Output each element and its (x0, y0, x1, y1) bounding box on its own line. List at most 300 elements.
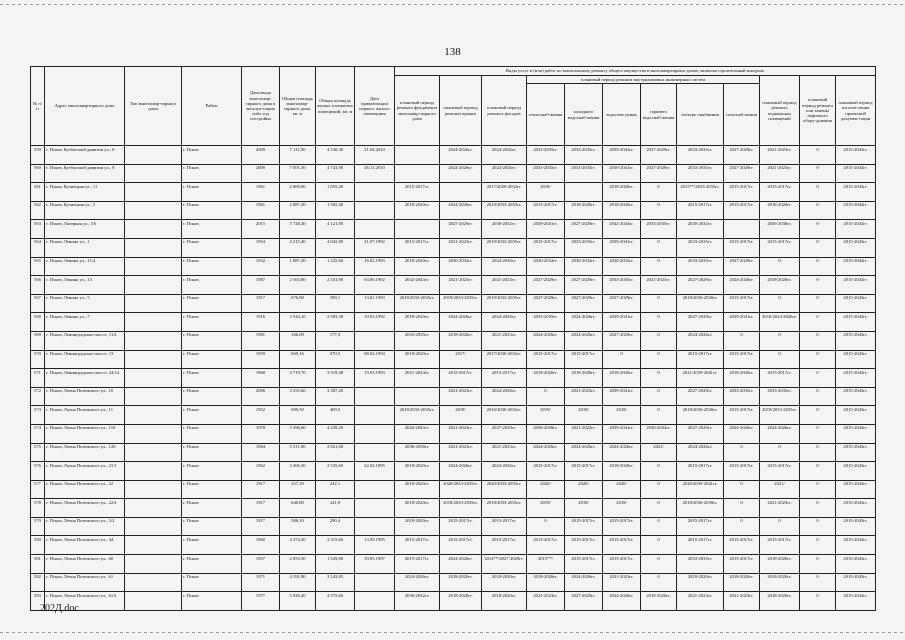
cell-base: 2021-2023гг. (760, 146, 800, 165)
cell-lift: 0 (800, 313, 836, 332)
cell-base: 2016/2024-2026гг. (760, 313, 800, 332)
header-internal-systems: плановый период ремонта внутридомовых инженерных систем (527, 76, 760, 84)
cell-hot: 0 (641, 331, 677, 350)
cell-lift: 0 (800, 369, 836, 388)
cell-dist: г. Псков (182, 238, 242, 257)
cell-dist: г. Псков (182, 499, 242, 518)
cell-year: 1961 (242, 201, 280, 220)
header-num: № п/п (31, 67, 45, 146)
cell-fund: 2042-2043гг. (395, 276, 440, 295)
cell-gas: 2018-2020гг. (724, 573, 760, 592)
header-heat: теплоснаб-жения (527, 84, 565, 146)
cell-power: 2027-2029гг. (677, 276, 724, 295)
header-address: Адрес многоквартирного дома (45, 67, 125, 146)
cell-dist: г. Псков (182, 313, 242, 332)
cell-gas: 2015-2017гг. (724, 183, 760, 202)
cell-la: 599,1 (316, 294, 355, 313)
cell-base: 0 (760, 443, 800, 462)
cell-type (125, 369, 182, 388)
cell-roof: 2021-2023гг. (440, 276, 482, 295)
cell-hot: 0 (641, 313, 677, 332)
cell-pd: 10.03.1992 (355, 313, 395, 332)
cell-ta: 7 501,30 (280, 164, 316, 183)
cell-ta: 5 926,20 (280, 592, 316, 611)
cell-la: 409,5 (316, 406, 355, 425)
cell-base: 2033-2035гг. (760, 387, 800, 406)
cell-facade: 2017/2030-2032гг. (482, 350, 527, 369)
table-row (31, 257, 876, 276)
table-row (31, 573, 876, 592)
cell-year: 2006 (242, 387, 280, 406)
cell-cold: 2027-2029гг. (565, 276, 603, 295)
cell-roof: 2024-2026гг. (440, 555, 482, 574)
cell-hot: 0 (641, 201, 677, 220)
table-row (31, 350, 876, 369)
table-row (31, 536, 876, 555)
cell-year: 1917 (242, 294, 280, 313)
table-row (31, 183, 876, 202)
cell-roof: 2015-2017гг. (440, 369, 482, 388)
cell-type (125, 499, 182, 518)
cell-facade: 2024-2026гг. (482, 257, 527, 276)
cell-type (125, 387, 182, 406)
cell-sewer: 2015-2017гг. (603, 517, 641, 536)
cell-type (125, 592, 182, 611)
cell-ta: 2 087,20 (280, 201, 316, 220)
cell-lift: 0 (800, 536, 836, 555)
cell-dist: г. Псков (182, 257, 242, 276)
cell-la: 2 821,00 (316, 443, 355, 462)
cell-sewer: 2018-2020гг. (603, 183, 641, 202)
cell-la: 1 529,80 (316, 555, 355, 574)
cell-type (125, 276, 182, 295)
cell-addr: г. Псков, Ленинградское шоссе, 13 (45, 350, 125, 369)
cell-fund: 2042-2043гг. (395, 424, 440, 443)
cell-docs: 2015-2043гг. (836, 517, 876, 536)
cell-lift: 0 (800, 257, 836, 276)
cell-power: 2027-2029гг. (677, 313, 724, 332)
cell-base: 2021-2023гг. (760, 164, 800, 183)
cell-n: 576 (31, 462, 45, 481)
cell-n: 577 (31, 480, 45, 499)
cell-pd (355, 480, 395, 499)
cell-dist: г. Псков (182, 164, 242, 183)
cell-roof: 2021-2023гг. (440, 424, 482, 443)
cell-addr: г. Псков, Ленинградское шоссе, 24/12 (45, 369, 125, 388)
cell-year: 1960 (242, 536, 280, 555)
cell-pd (355, 183, 395, 202)
cell-facade: 2019/2033-2035гг. (482, 201, 527, 220)
cell-base: 2015-2017гг. (760, 536, 800, 555)
table-row (31, 443, 876, 462)
cell-la: 241,9 (316, 499, 355, 518)
cell-lift: 0 (800, 424, 836, 443)
cell-addr: г. Псков, Кузбасской дивизии ул., 6 (45, 146, 125, 165)
cell-la: 2 553,90 (316, 276, 355, 295)
cell-la: 2 535,60 (316, 462, 355, 481)
cell-base: 2021-2023гг. (760, 499, 800, 518)
cell-gas: 0 (724, 499, 760, 518)
cell-sewer: 2024-2026гг. (603, 443, 641, 462)
cell-power: 2015-2017гг. (677, 462, 724, 481)
cell-facade: 2015-2017гг. (482, 536, 527, 555)
cell-pd: 26.11.2010 (355, 164, 395, 183)
cell-power: 2018/2036-2038гг. (677, 406, 724, 425)
cell-power: 2033-2035гг. (677, 238, 724, 257)
cell-lift: 0 (800, 294, 836, 313)
header-roof: плановый период ремонта крыши (440, 76, 482, 146)
cell-n: 559 (31, 146, 45, 165)
cell-addr: г. Псков, Леона Поземского ул., 21/1 (45, 462, 125, 481)
bottom-scan-edge (0, 632, 905, 633)
table-row (31, 220, 876, 239)
cell-hot: 0 (641, 480, 677, 499)
cell-gas: 2039-2041гг. (724, 313, 760, 332)
cell-addr: г. Псков, Леона Поземского ул., 61А (45, 592, 125, 611)
cell-type (125, 257, 182, 276)
cell-addr: г. Псков, Кузнецкая ул., 5 (45, 201, 125, 220)
cell-lift: 0 (800, 164, 836, 183)
cell-lift: 0 (800, 220, 836, 239)
cell-gas: 2015-2017гг. (724, 462, 760, 481)
cell-pd (355, 443, 395, 462)
cell-lift: 0 (800, 387, 836, 406)
header-gas: газоснаб-жения (724, 84, 760, 146)
cell-la: 3 143,85 (316, 573, 355, 592)
cell-type (125, 220, 182, 239)
cell-roof: 2024-2026гг. (440, 164, 482, 183)
cell-cold: 2018/ (565, 406, 603, 425)
cell-facade: 2020/2033-2035гг. (482, 480, 527, 499)
cell-addr: г. Псков, Ленина ул., 7 (45, 313, 125, 332)
table-row (31, 313, 876, 332)
cell-docs: 2015-2043гг. (836, 424, 876, 443)
cell-la: 4 743,90 (316, 164, 355, 183)
cell-facade: 2019/2033-2035гг. (482, 294, 527, 313)
cell-lift: 0 (800, 592, 836, 611)
cell-cold: 2018/ (565, 499, 603, 518)
cell-facade: 2015-2017гг. (482, 517, 527, 536)
table-row (31, 276, 876, 295)
cell-type (125, 238, 182, 257)
cell-ta: 4 191,80 (280, 573, 316, 592)
cell-hot: 2027-2029гг. (641, 146, 677, 165)
cell-base: 2018-2020гг. (760, 201, 800, 220)
cell-heat: 2015-2017гг. (527, 462, 565, 481)
cell-heat: 2030-2032гг. (527, 257, 565, 276)
cell-heat: 2021-2023гг. (527, 592, 565, 611)
cell-facade: 2018/2033-2035гг. (482, 499, 527, 518)
cell-addr: г. Псков, Ленина ул., 5 (45, 294, 125, 313)
cell-power: 2015**/2033-2035гг. (677, 183, 724, 202)
cell-lift: 0 (800, 146, 836, 165)
cell-dist: г. Псков (182, 555, 242, 574)
cell-n: 582 (31, 573, 45, 592)
cell-heat: 2027-2029гг. (527, 276, 565, 295)
cell-dist: г. Псков (182, 592, 242, 611)
cell-la: 242,1 (316, 480, 355, 499)
cell-hot: 2027-2029гг. (641, 164, 677, 183)
cell-year: 1917 (242, 499, 280, 518)
cell-roof: 2021-2023гг. (440, 443, 482, 462)
cell-facade: 2021-2023гг. (482, 443, 527, 462)
cell-fund: 2024-2026гг. (395, 573, 440, 592)
cell-docs: 2015-2043гг. (836, 536, 876, 555)
cell-dist: г. Псков (182, 183, 242, 202)
cell-year: 1917 (242, 480, 280, 499)
cell-lift: 0 (800, 331, 836, 350)
cell-facade: 2024-2026гг. (482, 462, 527, 481)
header-total-area: Общая площадь многоквар-тирного дома, кв. м (280, 67, 316, 146)
cell-power: 2021-2023гг. (677, 592, 724, 611)
cell-heat: 2024-2026гг. (527, 331, 565, 350)
cell-power: 2018-2020гг. (677, 573, 724, 592)
cell-heat: 2033-2035гг. (527, 146, 565, 165)
cell-gas: 2015-2017гг. (724, 555, 760, 574)
cell-addr: г. Псков, Леона Поземского ул., 22А (45, 499, 125, 518)
cell-fund: 2018-2020гг. (395, 480, 440, 499)
cell-cold: 2033-2035гг. (565, 164, 603, 183)
cell-roof: 2030-2032гг. (440, 257, 482, 276)
cell-facade: 2021-2023гг. (482, 331, 527, 350)
cell-fund: 2033-2035гг. (395, 331, 440, 350)
cell-dist: г. Псков (182, 443, 242, 462)
cell-power: 2033-2035гг. (677, 164, 724, 183)
cell-type (125, 146, 182, 165)
cell-base: 2036-2038гг. (760, 220, 800, 239)
cell-gas: 2027-2029гг. (724, 146, 760, 165)
cell-heat: 0 (527, 517, 565, 536)
cell-facade: 2024-2026гг. (482, 164, 527, 183)
cell-pd: 19.03.1993 (355, 369, 395, 388)
cell-docs: 2015-2043гг. (836, 406, 876, 425)
cell-facade: 2017/2020-2032гг. (482, 183, 527, 202)
cell-facade: 2019/2033-2035гг. (482, 238, 527, 257)
cell-addr: г. Псков, Кузнецкая ул., 11 (45, 183, 125, 202)
cell-year: 1917 (242, 517, 280, 536)
cell-facade: 2021-2023гг. (482, 276, 527, 295)
cell-fund: 2018-2020гг. (395, 350, 440, 369)
cell-docs: 2015-2043гг. (836, 592, 876, 611)
cell-addr: г. Псков, Леона Поземского ул., 3/2 (45, 517, 125, 536)
cell-type (125, 424, 182, 443)
cell-dist: г. Псков (182, 369, 242, 388)
cell-base: 2015-2017гг. (760, 369, 800, 388)
table-row (31, 238, 876, 257)
cell-year: 1978 (242, 424, 280, 443)
cell-roof: 2024-2026гг. (440, 201, 482, 220)
cell-la: 4 575,60 (316, 592, 355, 611)
cell-gas: 2015-2017гг. (724, 201, 760, 220)
cell-gas: 2015-2017гг. (724, 406, 760, 425)
cell-fund (395, 164, 440, 183)
cell-addr: г. Псков, Леона Поземского ул., 44 (45, 536, 125, 555)
header-hot-water: горячего водоснаб-жения (641, 84, 677, 146)
cell-sewer: 2024-2026гг. (603, 592, 641, 611)
cell-n: 573 (31, 406, 45, 425)
cell-roof: 2018/2033-2035гг. (440, 499, 482, 518)
cell-n: 578 (31, 499, 45, 518)
cell-gas (724, 220, 760, 239)
cell-type (125, 480, 182, 499)
cell-pd: 13.01.1993 (355, 294, 395, 313)
cell-ta: 2 053,50 (280, 555, 316, 574)
cell-ta: 4 374,30 (280, 536, 316, 555)
cell-fund: 2018-2020гг. (395, 517, 440, 536)
cell-addr: г. Псков, Ленина ул., 13 (45, 276, 125, 295)
cell-gas: 2015-2017гг. (724, 536, 760, 555)
cell-ta: 676,80 (280, 294, 316, 313)
cell-power: 2015-2017гг. (677, 201, 724, 220)
cell-sewer: 2039-2041гг. (603, 146, 641, 165)
cell-roof: 2015-2017гг. (440, 517, 482, 536)
cell-pd (355, 201, 395, 220)
cell-fund (395, 220, 440, 239)
table-row (31, 387, 876, 406)
cell-lift: 0 (800, 276, 836, 295)
cell-heat: 2020/ (527, 480, 565, 499)
cell-facade: 2027-2029гг. (482, 424, 527, 443)
cell-cold: 2015-2017гг. (565, 517, 603, 536)
cell-docs: 2015-2043гг. (836, 276, 876, 295)
cell-roof: 2021-2023гг. (440, 238, 482, 257)
cell-power: 2033-2035гг. (677, 146, 724, 165)
cell-base: 2019/2033-2035гг. (760, 406, 800, 425)
cell-gas: 2021-2023гг. (724, 592, 760, 611)
cell-fund: 2018/2033-2035гг. (395, 406, 440, 425)
cell-heat: 2019/ (527, 406, 565, 425)
cell-power: 2033-2035гг. (677, 257, 724, 276)
cell-docs: 2015-2043гг. (836, 313, 876, 332)
cell-sewer: 2027-2029гг. (603, 294, 641, 313)
cell-power: 2015-2017гг. (677, 536, 724, 555)
cell-facade: 2014**/2027-2029гг. (482, 555, 527, 574)
cell-fund (395, 387, 440, 406)
cell-roof: 2019/2033-2035гг. (440, 294, 482, 313)
cell-docs: 2015-2043гг. (836, 294, 876, 313)
cell-n: 564 (31, 238, 45, 257)
cell-docs: 2015-2043гг. (836, 238, 876, 257)
cell-la: 3 315,60 (316, 536, 355, 555)
cell-cold: 2033-2035гг. (565, 238, 603, 257)
cell-cold: 2027-2029гг. (565, 220, 603, 239)
header-year: Дата ввода многоквар-тирного дома в эксплуа-тацию либо год постройки (242, 67, 280, 146)
cell-sewer: 2027-2029гг. (603, 331, 641, 350)
cell-roof: 2018-2020гг. (440, 592, 482, 611)
cell-lift: 0 (800, 183, 836, 202)
header-lift: плановый период ремонта или замены лифтового обору-дования (800, 76, 836, 146)
cell-heat: 2018-2020гг. (527, 573, 565, 592)
cell-cold: 2015-2017гг. (565, 536, 603, 555)
cell-pd: 19.05.1997 (355, 555, 395, 574)
cell-hot: 0 (641, 183, 677, 202)
cell-hot: 2030-2032гг. (641, 424, 677, 443)
cell-cold: 2020/ (565, 480, 603, 499)
file-name-footer: 202Д.doc (40, 603, 79, 614)
cell-type (125, 406, 182, 425)
table-row (31, 480, 876, 499)
cell-pd (355, 331, 395, 350)
cell-cold: 2015-2017гг. (565, 555, 603, 574)
cell-year: 1968 (242, 369, 280, 388)
cell-type (125, 443, 182, 462)
cell-la: 2 503,30 (316, 313, 355, 332)
cell-gas: 2024-2026гг. (724, 276, 760, 295)
cell-year: 1987 (242, 276, 280, 295)
cell-n: 563 (31, 220, 45, 239)
header-works-group: Виды услуг и (или) работ по капитальному ремонту общего имущества в многоквартирных домах, включая строительный контроль (395, 67, 876, 76)
table-row (31, 592, 876, 611)
cell-dist: г. Псков (182, 536, 242, 555)
cell-year: 1954 (242, 238, 280, 257)
cell-la: 1 225,60 (316, 257, 355, 276)
cell-docs: 2015-2043гг. (836, 183, 876, 202)
cell-cold: 2018-2020гг. (565, 369, 603, 388)
cell-pd: 13.09.1995 (355, 536, 395, 555)
cell-heat: 0 (527, 387, 565, 406)
cell-addr: г. Псков, Леона Поземского ул., 126 (45, 443, 125, 462)
cell-roof: 2018/ (440, 406, 482, 425)
cell-ta: 5 511,00 (280, 443, 316, 462)
cell-cold: 2024-2026гг. (565, 573, 603, 592)
cell-pd (355, 220, 395, 239)
cell-la: 3 307,20 (316, 387, 355, 406)
cell-dist: г. Псков (182, 573, 242, 592)
cell-roof: 2024-2026гг. (440, 462, 482, 481)
table-row (31, 369, 876, 388)
cell-n: 574 (31, 424, 45, 443)
header-privatization-date: Дата приватизации первого жилого помещения (355, 67, 395, 146)
cell-year: 2015 (242, 220, 280, 239)
cell-ta: 5 396,60 (280, 424, 316, 443)
cell-fund: 2015-2017гг. (395, 555, 440, 574)
cell-dist: г. Псков (182, 462, 242, 481)
cell-type (125, 555, 182, 574)
cell-power: 2021/2039-2041гг. (677, 369, 724, 388)
cell-la: 370,5 (316, 350, 355, 369)
cell-n: 583 (31, 592, 45, 611)
cell-hot: 0 (641, 573, 677, 592)
cell-type (125, 536, 182, 555)
cell-type (125, 462, 182, 481)
cell-pd (355, 517, 395, 536)
cell-hot: 0 (641, 369, 677, 388)
cell-type (125, 573, 182, 592)
cell-type (125, 294, 182, 313)
header-type: Тип многоквар-тирного дома (125, 67, 182, 146)
cell-fund: 2018-2020гг. (395, 257, 440, 276)
table-row (31, 164, 876, 183)
cell-hot: 0 (641, 406, 677, 425)
cell-fund: 2018-2020гг. (395, 499, 440, 518)
cell-docs: 2015-2043гг. (836, 257, 876, 276)
header-power: электро-снабжения (677, 84, 724, 146)
cell-pd (355, 406, 395, 425)
cell-power: 2015-2017гг. (677, 517, 724, 536)
table-row (31, 294, 876, 313)
cell-sewer: 2033-2035гг. (603, 276, 641, 295)
cell-cold: 2027-2029гг. (565, 592, 603, 611)
cell-la: 3 519,40 (316, 369, 355, 388)
cell-dist: г. Псков (182, 387, 242, 406)
repair-schedule-table (30, 66, 876, 611)
cell-pd: 16.02.1993 (355, 257, 395, 276)
cell-power: 2018/2036-2038гг. (677, 294, 724, 313)
cell-heat: 2036-2038гг. (527, 424, 565, 443)
cell-type (125, 183, 182, 202)
cell-hot: 2033-2035гг. (641, 220, 677, 239)
cell-heat: 2019/ (527, 499, 565, 518)
